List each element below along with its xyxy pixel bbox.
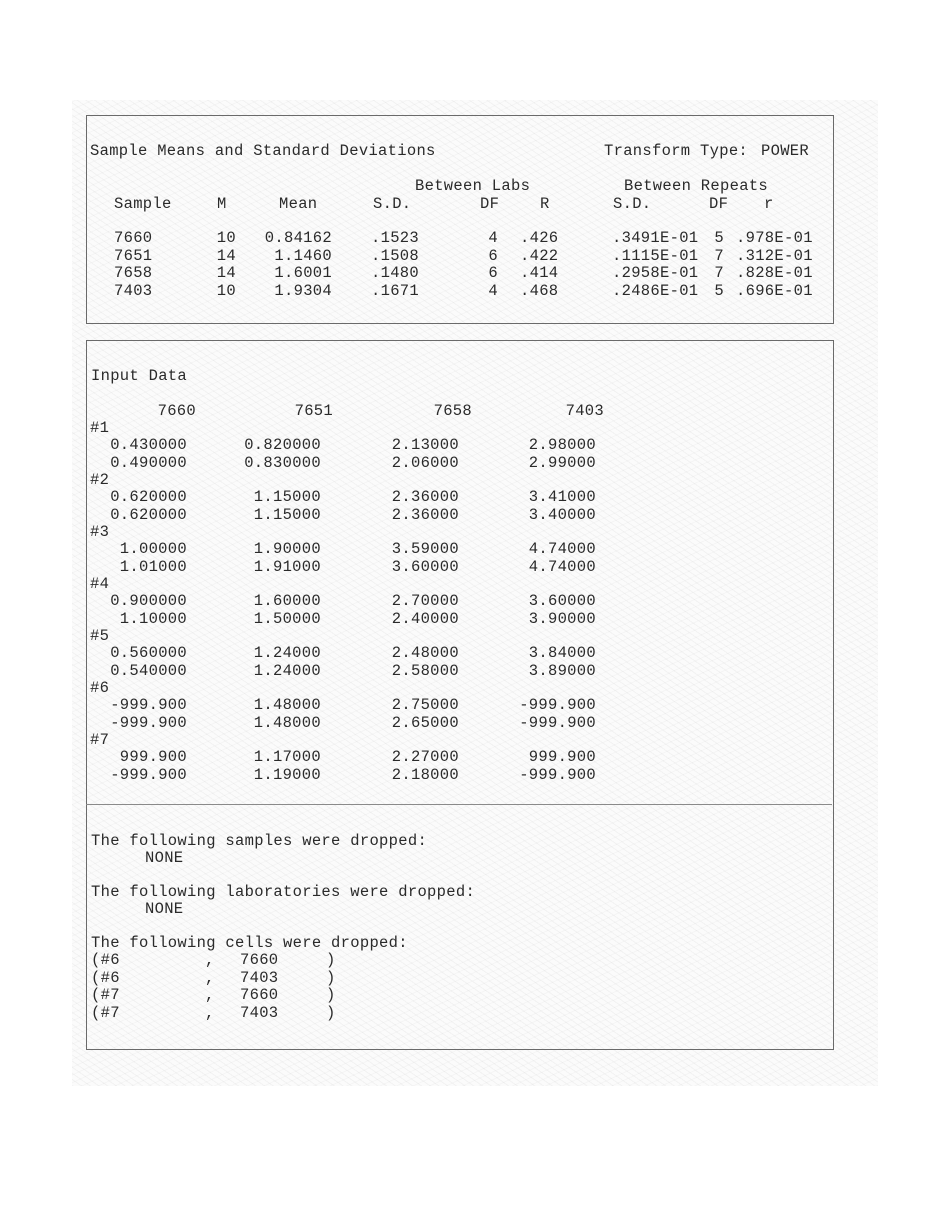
header-df-labs: DF <box>480 195 500 213</box>
input-value-cell: -999.900 <box>519 696 596 714</box>
header-mean: Mean <box>279 195 318 213</box>
input-value-cell: 2.65000 <box>391 713 459 732</box>
input-value-cell: 0.540000 <box>110 661 187 680</box>
input-value-cell: 2.36000 <box>391 488 459 506</box>
stats-cell-sd-labs: .1671 <box>371 281 420 300</box>
input-column-header: 7651 <box>294 402 333 420</box>
input-value-cell: 2.27000 <box>391 748 459 766</box>
stats-cell-mean: 1.6001 <box>274 264 332 282</box>
stats-cell-mean: 0.84162 <box>264 229 332 247</box>
transform-label: Transform Type: <box>604 142 749 160</box>
group-label: #3 <box>90 523 110 541</box>
labs-dropped-value: NONE <box>145 900 184 918</box>
between-repeats-heading: Between Repeats <box>624 177 769 195</box>
group-label: #4 <box>90 575 110 593</box>
group-label: #5 <box>90 627 110 645</box>
input-value-cell: 3.40000 <box>528 505 596 524</box>
stats-cell-m: 10 <box>216 281 236 300</box>
header-df-repeats: DF <box>709 195 729 213</box>
cell-sample-id: (#6 <box>91 968 120 987</box>
input-value-cell: 3.84000 <box>528 644 596 662</box>
input-value-cell: 2.75000 <box>391 696 459 714</box>
stats-cell-sample: 7651 <box>114 246 153 265</box>
input-value-cell: 2.36000 <box>391 505 459 524</box>
cell-lab-id: 7660 <box>240 951 279 969</box>
input-value-cell: 1.17000 <box>253 748 321 766</box>
input-value-cell: 4.74000 <box>528 557 596 576</box>
input-value-cell: 3.60000 <box>391 557 459 576</box>
cell-close: ) <box>326 986 336 1004</box>
stats-cell-df-rep: 7 <box>714 264 724 282</box>
input-column-header: 7660 <box>157 402 196 420</box>
input-value-cell: 1.01000 <box>119 557 187 576</box>
stats-cell-r-labs: .422 <box>520 246 559 265</box>
cell-lab-id: 7403 <box>240 1003 279 1022</box>
stats-cell-df-labs: 4 <box>488 229 498 247</box>
stats-cell-df-rep: 5 <box>714 281 724 300</box>
input-value-cell: 3.41000 <box>528 488 596 506</box>
stats-cell-df-rep: 5 <box>714 229 724 247</box>
cell-close: ) <box>326 968 336 987</box>
input-value-cell: 3.89000 <box>528 661 596 680</box>
input-value-cell: 1.90000 <box>253 540 321 558</box>
cell-separator: , <box>205 951 215 969</box>
cells-dropped-heading: The following cells were dropped: <box>91 934 408 952</box>
input-value-cell: 1.10000 <box>119 609 187 628</box>
transform-value: POWER <box>761 142 810 160</box>
input-value-cell: 2.06000 <box>391 453 459 472</box>
stats-cell-mean: 1.9304 <box>274 281 332 300</box>
stats-cell-m: 10 <box>216 229 236 247</box>
input-value-cell: 2.98000 <box>528 436 596 454</box>
input-value-cell: 1.50000 <box>253 609 321 628</box>
cell-close: ) <box>326 951 336 969</box>
input-value-cell: 0.900000 <box>110 592 187 610</box>
stats-cell-sd-labs: .1508 <box>371 246 420 265</box>
stats-cell-m: 14 <box>216 246 236 265</box>
stats-cell-sd-rep: .2958E-01 <box>612 264 699 282</box>
header-sample: Sample <box>114 195 172 213</box>
input-value-cell: 0.490000 <box>110 453 187 472</box>
header-m: M <box>217 195 227 213</box>
input-value-cell: 0.830000 <box>244 453 321 472</box>
input-value-cell: 3.90000 <box>528 609 596 628</box>
stats-cell-sample: 7658 <box>114 264 153 282</box>
input-value-cell: -999.900 <box>110 713 187 732</box>
input-value-cell: 3.59000 <box>391 540 459 558</box>
stats-cell-r-labs: .468 <box>520 281 559 300</box>
input-value-cell: 0.620000 <box>110 505 187 524</box>
stats-cell-mean: 1.1460 <box>274 246 332 265</box>
input-value-cell: 4.74000 <box>528 540 596 558</box>
stats-cell-r-labs: .414 <box>520 264 559 282</box>
cell-separator: , <box>205 968 215 987</box>
stats-cell-r-rep: .828E-01 <box>736 264 813 282</box>
stats-cell-sd-labs: .1480 <box>371 264 420 282</box>
group-label: #7 <box>90 731 110 749</box>
input-value-cell: -999.900 <box>110 696 187 714</box>
input-value-cell: 2.40000 <box>391 609 459 628</box>
stats-cell-m: 14 <box>216 264 236 282</box>
cell-close: ) <box>326 1003 336 1022</box>
group-label: #6 <box>90 679 110 697</box>
input-value-cell: 2.48000 <box>391 644 459 662</box>
header-r-labs: R <box>540 195 550 213</box>
samples-dropped-heading: The following samples were dropped: <box>91 832 428 850</box>
input-value-cell: -999.900 <box>519 765 596 784</box>
stats-cell-r-labs: .426 <box>520 229 559 247</box>
header-r-repeats: r <box>764 195 774 213</box>
group-label: #1 <box>90 419 110 437</box>
group-label: #2 <box>90 471 110 489</box>
input-title: Input Data <box>91 367 188 385</box>
stats-cell-sample: 7660 <box>114 229 153 247</box>
input-value-cell: 0.560000 <box>110 644 187 662</box>
stats-cell-r-rep: .978E-01 <box>736 229 813 247</box>
input-value-cell: 1.15000 <box>253 505 321 524</box>
dropped-divider <box>86 804 832 805</box>
cell-sample-id: (#7 <box>91 986 120 1004</box>
input-value-cell: 2.18000 <box>391 765 459 784</box>
input-value-cell: 999.900 <box>119 748 187 766</box>
stats-cell-df-labs: 4 <box>488 281 498 300</box>
input-value-cell: 1.48000 <box>253 713 321 732</box>
cell-separator: , <box>205 1003 215 1022</box>
cell-separator: , <box>205 986 215 1004</box>
input-value-cell: 1.15000 <box>253 488 321 506</box>
input-value-cell: 2.99000 <box>528 453 596 472</box>
stats-cell-sd-labs: .1523 <box>371 229 420 247</box>
input-value-cell: 0.820000 <box>244 436 321 454</box>
input-value-cell: 1.00000 <box>119 540 187 558</box>
input-value-cell: 0.430000 <box>110 436 187 454</box>
input-value-cell: 1.48000 <box>253 696 321 714</box>
stats-cell-df-labs: 6 <box>488 264 498 282</box>
stats-cell-sample: 7403 <box>114 281 153 300</box>
input-value-cell: -999.900 <box>519 713 596 732</box>
input-value-cell: 2.58000 <box>391 661 459 680</box>
cell-sample-id: (#6 <box>91 951 120 969</box>
input-value-cell: 999.900 <box>528 748 596 766</box>
cell-lab-id: 7403 <box>240 968 279 987</box>
input-value-cell: 1.24000 <box>253 644 321 662</box>
header-sd-repeats: S.D. <box>613 195 652 213</box>
stats-cell-df-rep: 7 <box>714 246 724 265</box>
input-column-header: 7658 <box>433 402 472 420</box>
input-value-cell: 2.13000 <box>391 436 459 454</box>
header-sd-labs: S.D. <box>373 195 412 213</box>
input-value-cell: 0.620000 <box>110 488 187 506</box>
cell-sample-id: (#7 <box>91 1003 120 1022</box>
stats-cell-sd-rep: .3491E-01 <box>612 229 699 247</box>
stats-cell-df-labs: 6 <box>488 246 498 265</box>
input-value-cell: 1.19000 <box>253 765 321 784</box>
stats-title: Sample Means and Standard Deviations <box>90 142 436 160</box>
input-value-cell: 1.91000 <box>253 557 321 576</box>
stats-cell-sd-rep: .2486E-01 <box>612 281 699 300</box>
samples-dropped-value: NONE <box>145 849 184 867</box>
input-value-cell: 1.24000 <box>253 661 321 680</box>
input-value-cell: 3.60000 <box>528 592 596 610</box>
cell-lab-id: 7660 <box>240 986 279 1004</box>
input-value-cell: -999.900 <box>110 765 187 784</box>
between-labs-heading: Between Labs <box>415 177 531 195</box>
labs-dropped-heading: The following laboratories were dropped: <box>91 883 476 901</box>
stats-cell-r-rep: .696E-01 <box>736 281 813 300</box>
input-value-cell: 1.60000 <box>253 592 321 610</box>
stats-cell-sd-rep: .1115E-01 <box>612 246 699 265</box>
input-value-cell: 2.70000 <box>391 592 459 610</box>
stats-cell-r-rep: .312E-01 <box>736 246 813 265</box>
input-column-header: 7403 <box>565 402 604 420</box>
